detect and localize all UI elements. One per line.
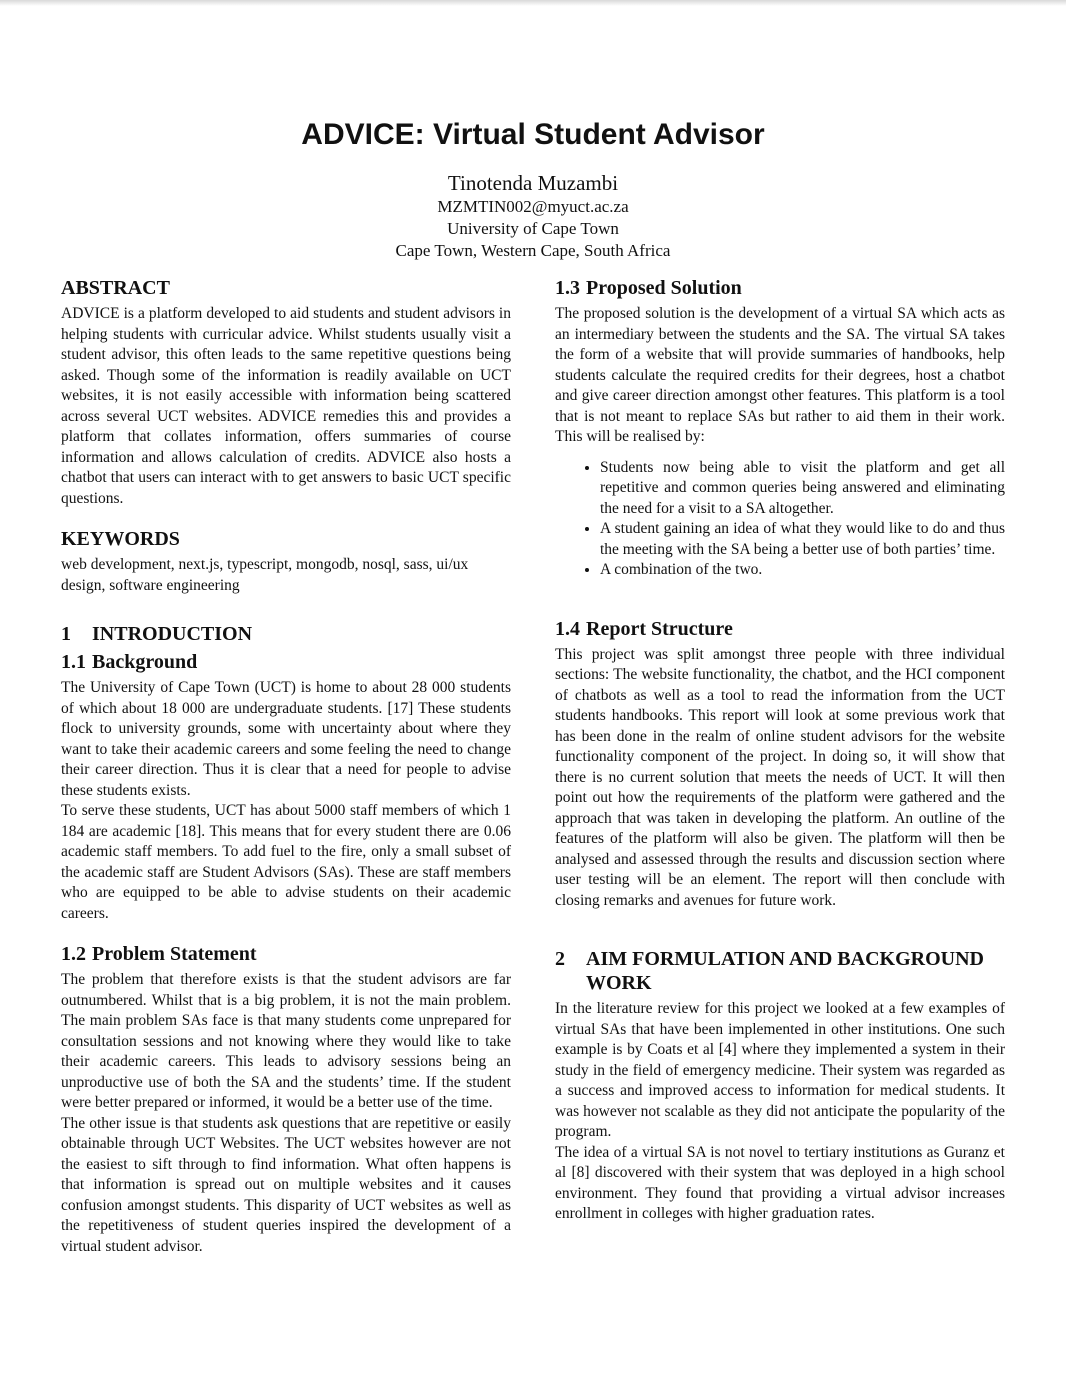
subsection-solution-heading (555, 276, 1005, 300)
section-title: INTRODUCTION (92, 623, 253, 645)
subsection-problem-heading (61, 942, 511, 966)
author-affiliation: University of Cape Town (447, 219, 619, 238)
problem-paragraph-1: The problem that therefore exists is that the student advisors are far outnumbered. Whilst that is a big problem, it is not the main problem. The main problem SAs face is that many students come unprepared for consultation sessions and not knowing where they would like to take their academic careers. This leads to advisory sessions being an unproductive use of both the SA and the students’ time. If the student were better prepared or informed, it would be a better use of the time. (61, 971, 511, 1111)
keywords-heading: KEYWORDS (61, 528, 180, 550)
section-aim-heading (555, 947, 1005, 995)
list-item: • A combination of the two. (600, 560, 1005, 581)
structure-paragraph: This project was split amongst three people with three individual sections: The website functionality, the chatbot, and the HCI component of chatbots as well as a tool to read the information from the UCT students handbooks. This report will look at some previous work that has been done in the realm of online student advisors for the website functionality component of the project. In doing so, it will show that there is no current solution that meets the needs of UCT. It will then point out how the requirements of the platform were gathered and the approach that was taken in developing the platform. An outline of the features of the platform will also be given. The platform will then be analysed and assessed through the results and discussion section where user testing will be an element. The report will then conclude with closing remarks and avenues for future work. (555, 645, 1005, 909)
author-name: Tinotenda Muzambi (447, 171, 619, 195)
list-item: • Students now being able to visit the platform and get all repetitive and common queries being answered and eliminating the need for a visit to a SA altogether. (600, 458, 1005, 520)
background-paragraph-2: To serve these students, UCT has about 5000 staff members of which 1 184 are academic [18]. This means that for every student there are 0.06 academic staff members. To add fuel to the fire, only a small subset of the academic staff are Student Advisors (SAs). These are staff members who are equipped to be able to advise students on their academic careers. (61, 802, 511, 922)
abstract-text: ADVICE is a platform developed to aid students and student advisors in helping students with curricular advice. Whilst students usually visit a student advisor, this often leads to the same repetitive questions being asked. Though some of the information is readily available on UCT websites, it is not easily accessible with information being scattered across several UCT websites. ADVICE remedies this and provides a platform that collates information, offers summaries of course information and allows calculation of credits. ADVICE also hosts a chatbot that users can interact with to get answers to basic UCT specific questions. (61, 305, 511, 507)
paper-title: ADVICE: Virtual Student Advisor (301, 118, 765, 151)
subsection-title: Problem Statement (92, 943, 257, 965)
keywords-text: web development, next.js, typescript, mongodb, nosql, sass, ui/ux design, software engineering (61, 556, 469, 594)
solution-bullet-list (555, 458, 1005, 581)
subsection-number: 1.2 (61, 943, 86, 965)
subsection-title: Report Structure (586, 617, 733, 640)
list-item: • A student gaining an idea of what they would like to do and thus the meeting with the SA being a better use of both parties’ time. (600, 519, 1005, 560)
page-top-shadow (0, 0, 1066, 6)
background-paragraph-1: The University of Cape Town (UCT) is home to about 28 000 students of which about 18 000 are undergraduate students. [17] These students flock to university grounds, some with uncertainty about where they want to take their academic careers and some feeling the need to change their career direction. Thus it is clear that a need for people to advise these students exists. (61, 679, 511, 799)
left-column (61, 276, 511, 1257)
section-number: 2 (555, 948, 565, 970)
section-intro-heading (61, 622, 511, 646)
problem-paragraph-2: The other issue is that students ask questions that are repetitive or easily obtainable through UCT Websites. The UCT websites however are not the easiest to sift through to find information. What often happens is that information is spread out on multiple websites and it causes confusion amongst students. This disparity of UCT websites as well as the repetitiveness of student queries inspired the development of a virtual student advisor. (61, 1114, 511, 1255)
subsection-number: 1.3 (555, 277, 580, 299)
section-number: 1 (61, 623, 71, 645)
subsection-number: 1.4 (555, 617, 580, 640)
section-title: AIM FORMULATION AND BACKGROUND WORK (586, 948, 984, 994)
aim-paragraph-1: In the literature review for this project we looked at a few examples of virtual SAs that have been implemented in other institutions. One such example is by Coats et al [4] where they implemented a system in their study in the field of emergency medicine. Their system was regarded as a success and improved access to information for medical students. It was however not scalable as they did not anticipate the popularity of the program. (555, 1000, 1005, 1140)
author-email: MZMTIN002@myuct.ac.za (437, 197, 629, 216)
subsection-title: Background (92, 651, 198, 673)
solution-paragraph: The proposed solution is the development of a virtual SA which acts as an intermediary between the students and the SA. The virtual SA takes the form of a website that will provide summaries of handbooks, help students calculate the required credits for their degrees, host a chatbot and give career direction amongst other features. This platform is a tool that is not meant to replace SAs but rather to aid them in their work. This will be realised by: (555, 305, 1005, 445)
subsection-background-heading (61, 650, 511, 674)
aim-paragraph-2: The idea of a virtual SA is not novel to tertiary institutions as Guranz et al [8] discovered with their system that was deployed in a high school environment. They found that providing a virtual advisor increases enrollment in colleges with higher graduation rates. (555, 1143, 1005, 1222)
abstract-heading: ABSTRACT (61, 277, 170, 299)
right-column (555, 276, 1005, 1225)
subsection-title: Proposed Solution (586, 277, 742, 299)
subsection-structure-heading (555, 617, 1005, 641)
author-block (0, 170, 1066, 262)
subsection-number: 1.1 (61, 651, 86, 673)
author-location: Cape Town, Western Cape, South Africa (395, 241, 671, 260)
